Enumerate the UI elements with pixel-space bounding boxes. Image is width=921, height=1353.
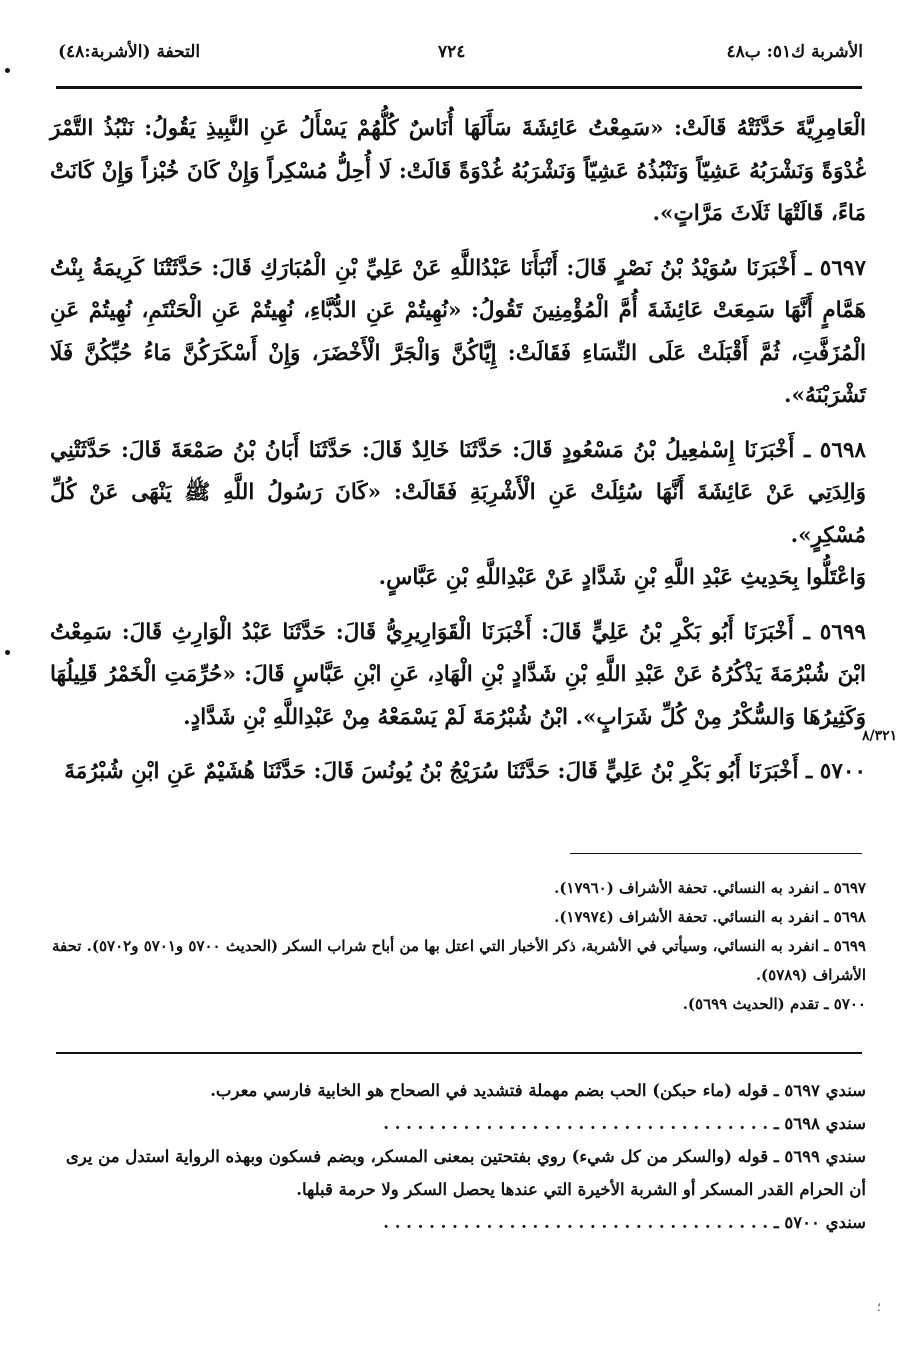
paragraph-continuation: الْعَامِرِيَّةَ حَدَّثَتْهُ قَالَتْ: «سَمِعْتُ عَائِشَةَ سَأَلَهَا أُنَاسٌ كُلُّهُمْ يَسْأَلُ عَنِ النَّبِيذِ يَقُولُ: نَنْبُذُ التَّمْرَ غُدْوَةً وَنَشْرَبُهُ عَشِيّاً وَنَنْبُذُهُ عَشِيّاً وَنَشْرَبُهُ غُدْوَةً قَالَتْ: لَا أُحِلُّ مُسْكِراً وَإِنْ كَانَ خُبْزاً وَإِنْ كَانَتْ مَاءً، قَالَتْهَا ثَلَاثَ مَرَّاتٍ».	[50, 116, 866, 226]
margin-reference: ٨/٣٢١	[862, 728, 898, 744]
header-rule	[56, 86, 862, 89]
sindi-note: سندي ٥٦٩٧ ـ قوله (ماء حبكن) الحب بضم مهملة فتشديد في الصحاح هو الخابية فارسي معرب.	[210, 1081, 866, 1100]
corner-mark: ؛	[877, 1300, 881, 1314]
sindi-note: سندي ٥٦٩٩ ـ قوله (والسكر من كل شيء) روي بفتحتين بمعنى المسكر، وبضم فسكون وبهذه الرواية استدل من يرى أن الحرام القدر المسكر أو الشربة الأخيرة التي عندها يحصل السكر ولا حرمة قبلها.	[65, 1147, 866, 1199]
page-number: ٧٢٤	[438, 42, 466, 62]
sindi-note	[50, 1107, 866, 1140]
hadith-comment: وَاعْتَلُّوا بِحَدِيثِ عَبْدِ اللَّهِ بْنِ شَدَّادٍ عَنْ عَبْدِاللَّهِ بْنِ عَبَّاسٍ.	[378, 565, 866, 590]
running-header-tuhfa: التحفة (الأشربة:٤٨)	[58, 42, 201, 62]
dotted-leader: . . . . . . . . . . . . . . . . . . . . . . . . . . . . . . . . . .	[383, 1213, 769, 1232]
footnote-rule	[570, 853, 862, 854]
hadith-5698	[50, 430, 866, 600]
hadith-5699	[50, 612, 866, 740]
footnote-item: ٥٦٩٩ ـ انفرد به النسائي، وسيأتي في الأشربة، ذكر الأخبار التي اعتل بها من أباح شراب السكر (الحديث ٥٧٠٠ و٥٧٠١ و٥٧٠٢). تحفة الأشراف (٥٧٨٩).	[51, 937, 866, 984]
hadith-5700	[50, 751, 866, 794]
footnote-item: ٥٧٠٠ ـ تقدم (الحديث ٥٦٩٩).	[682, 995, 866, 1013]
footnote-item: ٥٦٩٨ ـ انفرد به النسائي. تحفة الأشراف (١٧٩٧٤).	[554, 908, 866, 926]
margin-dot	[5, 68, 10, 73]
hadith-number: ٥٦٩٧ ـ	[804, 255, 866, 281]
hadith-number: ٥٦٩٩ ـ	[803, 619, 866, 645]
sindi-note	[50, 1206, 866, 1239]
commentary-rule	[56, 1052, 862, 1054]
hadith-text: أَخْبَرَنَا أَبُو بَكْرِ بْنُ عَلِيٍّ قَالَ: أَخْبَرَنَا الْقَوَارِيرِيُّ قَالَ: حَدَّثَنَا عَبْدُ الْوَارِثِ قَالَ: سَمِعْتُ ابْنَ شُبْرُمَةَ يَذْكُرُهُ عَنْ عَبْدِ اللَّهِ بْنِ شَدَّادٍ بْنِ الْهَادِ، عَنِ ابْنِ عَبَّاسٍ قَالَ: «حُرِّمَتِ الْخَمْرُ قَلِيلُهَا وَكَثِيرُهَا وَالسُّكْرُ مِنْ كُلِّ شَرَابٍ». ابْنُ شُبْرُمَةَ لَمْ يَسْمَعْهُ مِنْ عَبْدِاللَّهِ بْنِ شَدَّادٍ.	[50, 619, 866, 730]
hadith-number: ٥٦٩٨ ـ	[803, 437, 866, 463]
sindi-label: سندي ٥٧٠٠ ـ	[773, 1213, 866, 1232]
hadith-number: ٥٧٠٠ ـ	[806, 759, 866, 784]
footnotes	[50, 874, 866, 1019]
sindi-commentary	[50, 1074, 866, 1239]
footnote-item: ٥٦٩٧ ـ انفرد به النسائي. تحفة الأشراف (١٧٩٦٠).	[554, 879, 866, 897]
hadith-text: أَخْبَرَنَا إِسْمٰعِيلُ بْنُ مَسْعُودٍ قَالَ: حَدَّثَنَا خَالِدٌ قَالَ: حَدَّثَنَا أَبَانُ بْنُ صَمْعَةَ قَالَ: حَدَّثَتْنِي وَالِدَتِي عَنْ عَائِشَةَ أَنَّهَا سُئِلَتْ عَنِ الْأَشْرِبَةِ فَقَالَتْ: «كَانَ رَسُولُ اللَّهِ ﷺ يَنْهَى عَنْ كُلِّ مُسْكِرٍ».	[50, 437, 866, 548]
margin-dot	[5, 650, 10, 655]
main-text	[50, 108, 866, 806]
hadith-text: أَخْبَرَنَا سُوَيْدُ بْنُ نَصْرٍ قَالَ: أَنْبَأَنَا عَبْدُاللَّهِ عَنْ عَلِيِّ بْنِ الْمُبَارَكِ قَالَ: حَدَّثَتْنَا كَرِيمَةُ بِنْتُ هَمَّامٍ أَنَّهَا سَمِعَتْ عَائِشَةَ أُمَّ الْمُؤْمِنِينَ تَقُولُ: «نُهِيتُمْ عَنِ الدُّبَّاءِ، نُهِيتُمْ عَنِ الْحَنْتَمِ، نُهِيتُمْ عَنِ الْمُزَفَّتِ، ثُمَّ أَقْبَلَتْ عَلَى النِّسَاءِ فَقَالَتْ: إِيَّاكُنَّ وَالْجَرَّ الْأَخْضَرَ، وَإِنْ أَسْكَرَكُنَّ مَاءُ حُبِّكُنَّ فَلَا تَشْرَبْنَهُ».	[50, 255, 866, 408]
sindi-label: سندي ٥٦٩٨ ـ	[773, 1114, 866, 1133]
hadith-text: أَخْبَرَنَا أَبُو بَكْرِ بْنُ عَلِيٍّ قَالَ: حَدَّثَنَا سُرَيْجُ بْنُ يُونُسَ قَالَ: حَدَّثَنَا هُشَيْمٌ عَنِ ابْنِ شُبْرُمَةَ	[64, 759, 799, 784]
dotted-leader: . . . . . . . . . . . . . . . . . . . . . . . . . . . . . . . . . .	[383, 1114, 769, 1133]
running-header-book: الأشربة ك٥١: ب٤٨	[726, 42, 863, 62]
hadith-5697	[50, 248, 866, 418]
